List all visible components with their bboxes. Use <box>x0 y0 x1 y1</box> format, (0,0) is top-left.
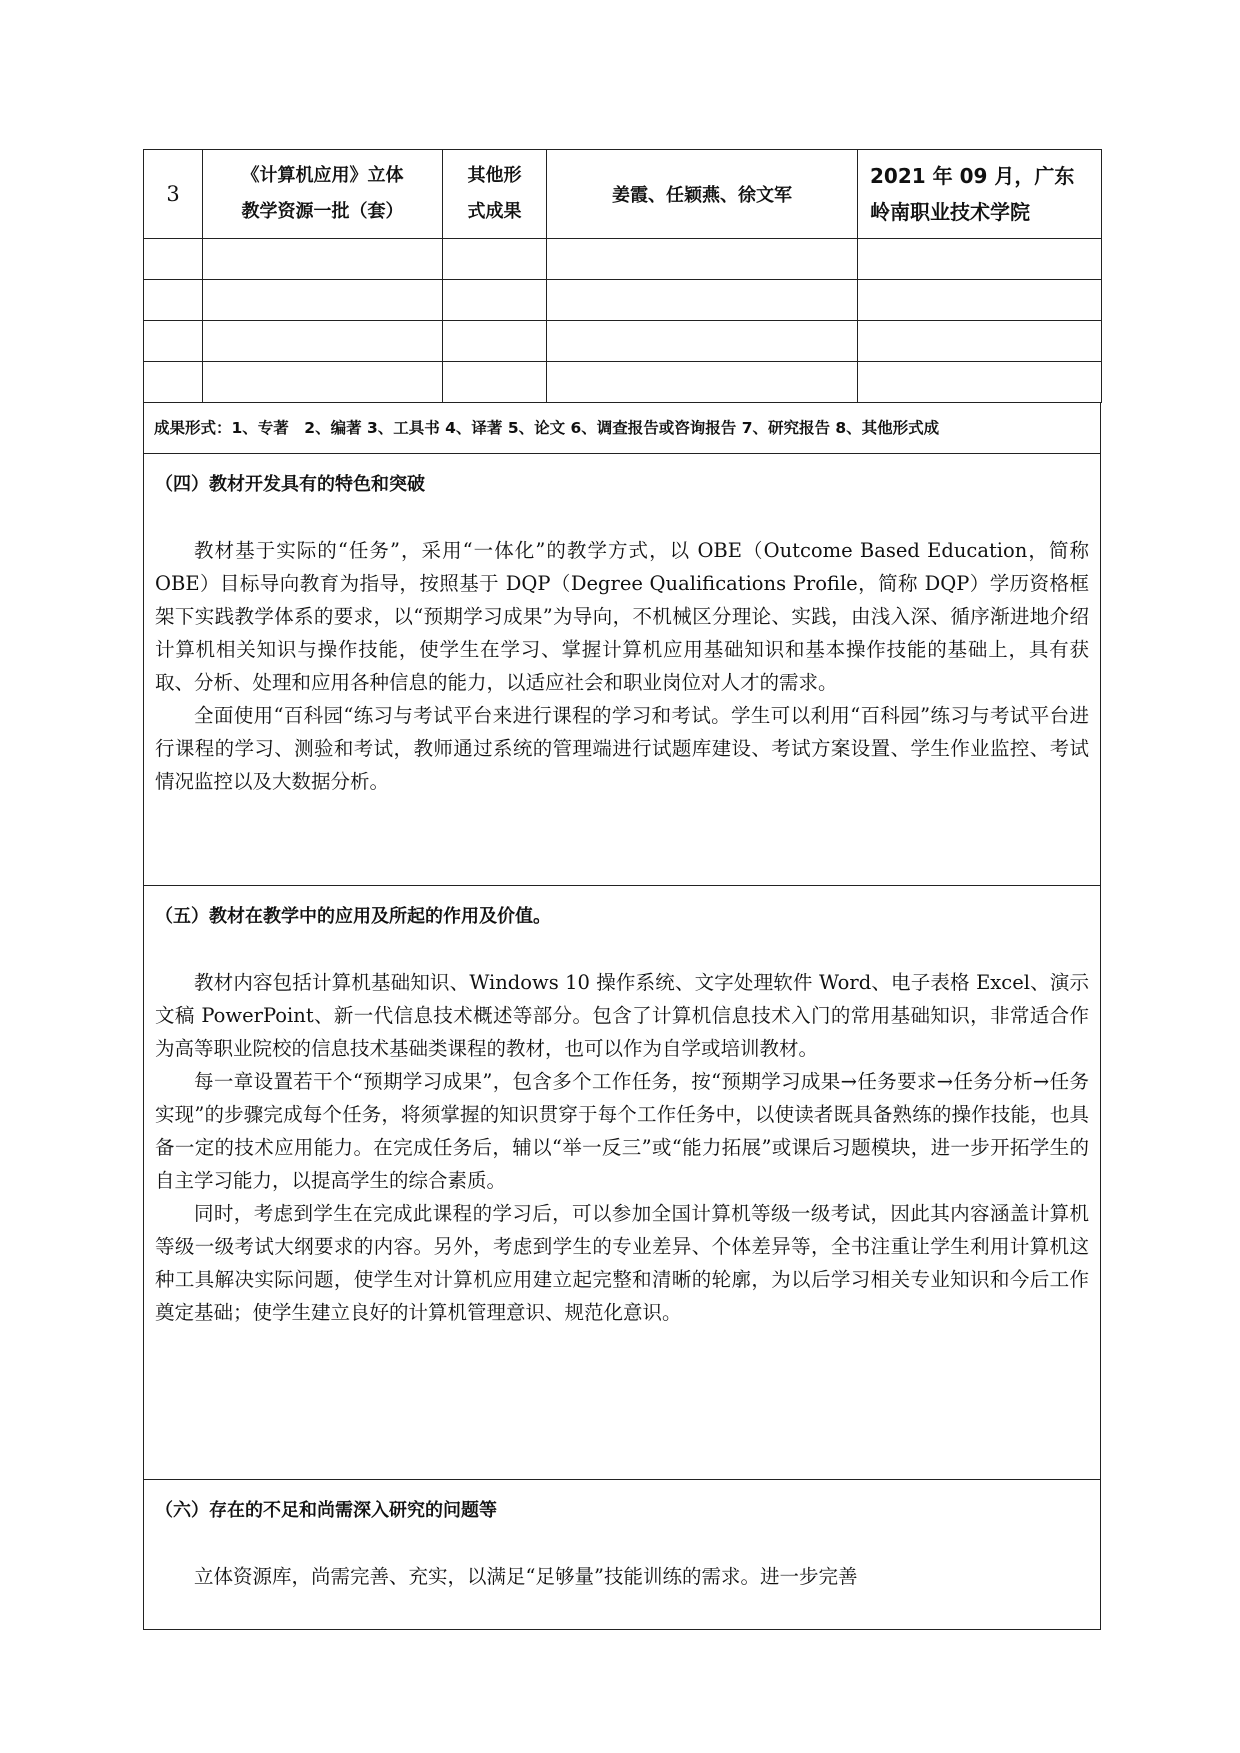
section-heading: （四）教材开发具有的特色和突破 <box>155 474 425 495</box>
section-features <box>143 454 1101 886</box>
achievement-time-line1: 2021 年 09 月，广东 <box>870 164 1075 188</box>
paragraph: 每一章设置若干个“预期学习成果”，包含多个工作任务，按“预期学习成果→任务要求→任务分析→任务实现”的步骤完成每个任务，将须掌握的知识贯穿于每个工作任务中，以使读者既具备熟练的操作技能，也具备一定的技术应用能力。在完成任务后，辅以“举一反三”或“能力拓展”或课后习题模块，进一步开拓学生的自主学习能力，以提高学生的综合素质。 <box>155 1070 1089 1192</box>
achievements-table <box>143 149 1102 403</box>
achievement-form-line2: 式成果 <box>467 201 522 222</box>
achievement-form <box>443 150 547 239</box>
achievement-form-legend: 成果形式：1、专著 2、编著 3、工具书 4、译著 5、论文 6、调查报告或咨询报告 7、研究报告 8、其他形式成 <box>143 403 1101 454</box>
achievement-name-line2: 教学资源一批（套） <box>241 201 404 222</box>
paragraph: 教材内容包括计算机基础知识、Windows 10 操作系统、文字处理软件 Word、电子表格 Excel、演示文稿 PowerPoint、新一代信息技术概述等部分。包含了计算机信息技术入门的常用基础知识，非常适合作为高等职业院校的信息技术基础类课程的教材，也可以作为自学或培训教材。 <box>155 971 1089 1060</box>
table-row-empty <box>144 321 1102 362</box>
paragraph: 全面使用“百科园“练习与考试平台来进行课程的学习和考试。学生可以利用“百科园”练习与考试平台进行课程的学习、测验和考试，教师通过系统的管理端进行试题库建设、考试方案设置、学生作业监控、考试情况监控以及大数据分析。 <box>155 704 1089 793</box>
table-row <box>144 150 1102 239</box>
section-shortcomings <box>143 1480 1101 1630</box>
section-application-value <box>143 886 1101 1480</box>
document-page <box>143 149 1101 1630</box>
row-number: 3 <box>144 150 203 239</box>
achievement-time-line2: 岭南职业技术学院 <box>870 200 1030 224</box>
paragraph: 同时，考虑到学生在完成此课程的学习后，可以参加全国计算机等级一级考试，因此其内容涵盖计算机等级一级考试大纲要求的内容。另外，考虑到学生的专业差异、个体差异等，全书注重让学生利用计算机这种工具解决实际问题，使学生对计算机应用建立起完整和清晰的轮廓，为以后学习相关专业知识和今后工作奠定基础；使学生建立良好的计算机管理意识、规范化意识。 <box>155 1202 1089 1324</box>
paragraph: 教材基于实际的“任务”，采用“一体化”的教学方式，以 OBE（Outcome Based Education，简称 OBE）目标导向教育为指导，按照基于 DQP（Degree Qualifications Profile，简称 DQP）学历资格框架下实践教学体系的要求，以“预期学习成果”为导向，不机械区分理论、实践，由浅入深、循序渐进地介绍计算机相关知识与操作技能，使学生在学习、掌握计算机应用基础知识和基本操作技能的基础上，具有获取、分析、处理和应用各种信息的能力，以适应社会和职业岗位对人才的需求。 <box>155 539 1089 694</box>
paragraph: 立体资源库，尚需完善、充实，以满足“足够量”技能训练的需求。进一步完善 <box>194 1565 858 1588</box>
table-row-empty <box>144 239 1102 280</box>
achievement-name <box>203 150 443 239</box>
section-heading: （五）教材在教学中的应用及所起的作用及价值。 <box>155 906 551 927</box>
achievement-authors: 姜霞、任颖燕、徐文军 <box>547 150 858 239</box>
achievement-name-line1: 《计算机应用》立体 <box>241 165 404 186</box>
table-row-empty <box>144 362 1102 403</box>
table-row-empty <box>144 280 1102 321</box>
section-heading: （六）存在的不足和尚需深入研究的问题等 <box>155 1500 497 1521</box>
achievement-form-line1: 其他形 <box>467 165 522 186</box>
achievement-time-publisher <box>858 150 1102 239</box>
